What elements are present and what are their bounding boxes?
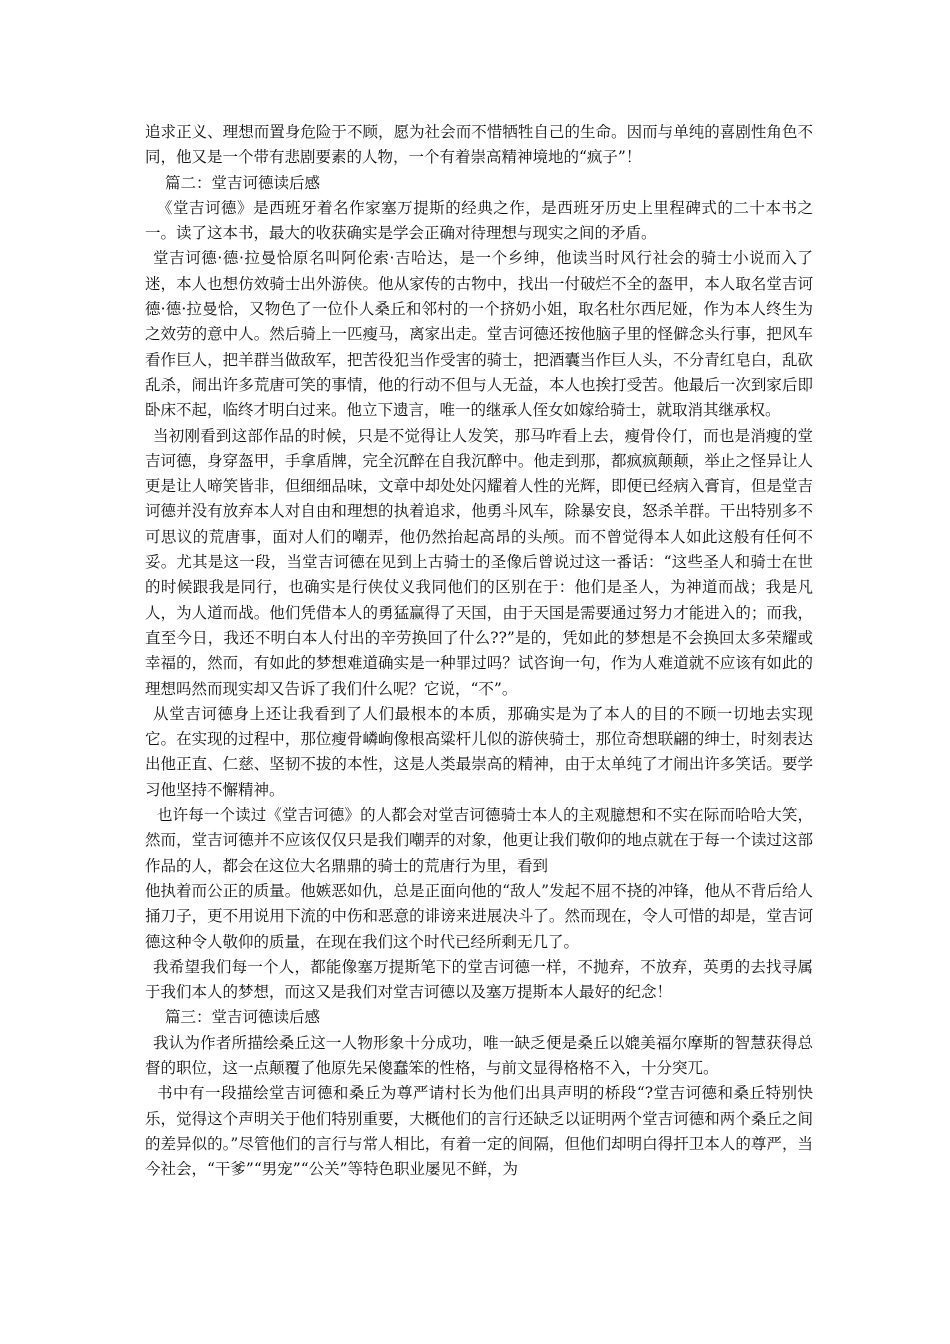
paragraph: 《堂吉诃德》是西班牙着名作家塞万提斯的经典之作，是西班牙历史上里程碑式的二十本书之一。读了这本书，最大的收获确实是学会正确对待理想与现实之间的矛盾。 [145,198,813,243]
document-body [145,120,813,1182]
paragraph: 从堂吉诃德身上还让我看到了人们最根本的本质，那确实是为了本人的目的不顾一切地去实现它。在实现的过程中，那位瘦骨嶙峋像根高粱杆儿似的游侠骑士，那位奇想联翩的绅士，时刻表达出他正直、仁慈、坚韧不拔的本性，这是人类最崇高的精神，由于太单纯了才闹出许多笑话。要学习他坚持不懈精神。 [145,704,813,799]
paragraph: 当初刚看到这部作品的时候，只是不觉得让人发笑，那马咋看上去，瘦骨伶仃，而也是消瘦的堂吉诃德，身穿盔甲，手拿盾牌，完全沉醉在自我沉醉中。他走到那，都疯疯颠颠，举止之怪异让人更是让人啼笑皆非，但细细品味，文章中却处处闪耀着人性的光辉，即便已经病入膏肓，但是堂吉诃德并没有放弃本人对自由和理想的执着追求，他勇斗风车，除暴安良，怒杀羊群。干出特别多不可思议的荒唐事，面对人们的嘲弄，他仍然抬起高昂的头颅。而不曾觉得本人如此这般有任何不妥。尤其是这一段，当堂吉诃德在见到上古骑士的圣像后曾说过这一番话：“这些圣人和骑士在世的时候跟我是同行，也确实是行侠仗义我同他们的区别在于：他们是圣人，为神道而战；我是凡人，为人道而战。他们凭借本人的勇猛赢得了天国，由于天国是需要通过努力才能进入的；而我，直至今日，我还不明白本人付出的辛劳换回了什么??”是的，凭如此的梦想是不会换回太多荣耀或幸福的，然而，有如此的梦想难道确实是一种罪过吗？试咨询一句，作为人难道就不应该有如此的理想吗然而现实却又告诉了我们什么呢？它说，“不”。 [145,426,813,698]
paragraph-intro-continuation: 追求正义、理想而置身危险于不顾，愿为社会而不惜牺牲自己的生命。因而与单纯的喜剧性角色不同，他又是一个带有悲剧要素的人物，一个有着崇高精神境地的“疯子”！ [145,123,813,167]
section-heading-part-two: 篇二：堂吉诃德读后感 [165,173,321,192]
paragraph: 书中有一段描绘堂吉诃德和桑丘为尊严请村长为他们出具声明的桥段“?堂吉诃德和桑丘特别快乐，觉得这个声明关于他们特别重要，大概他们的言行还缺乏以证明两个堂吉诃德和两个桑丘之间的差异似的。”尽管他们的言行与常人相比，有着一定的间隔，但他们却明白得扞卫本人的尊严，当今社会，“干爹”“男宠”“公关”等特色职业屡见不鲜，为 [145,1084,813,1179]
paragraph: 堂吉诃德·德·拉曼恰原名叫阿伦索·吉哈达，是一个乡绅，他读当时风行社会的骑士小说而入了迷，本人也想仿效骑士出外游侠。他从家传的古物中，找出一付破烂不全的盔甲，本人取名堂吉诃德·德·拉曼恰，又物色了一位仆人桑丘和邻村的一个挤奶小姐，取名杜尔西尼娅，作为本人终生为之效劳的意中人。然后骑上一匹瘦马，离家出走。堂吉诃德还按他脑子里的怪僻念头行事，把风车看作巨人，把羊群当做敌军，把苦役犯当作受害的骑士，把酒囊当作巨人头，不分青红皂白，乱砍乱杀，闹出许多荒唐可笑的事情，他的行动不但与人无益，本人也挨打受苦。他最后一次到家后即卧床不起，临终才明白过来。他立下遗言，唯一的继承人侄女如嫁给骑士，就取消其继承权。 [145,249,813,420]
section-heading-part-three: 篇三：堂吉诃德读后感 [165,1008,321,1027]
paragraph: 我希望我们每一个人，都能像塞万提斯笔下的堂吉诃德一样，不抛弃，不放弃，英勇的去找寻属于我们本人的梦想，而这又是我们对堂吉诃德以及塞万提斯本人最好的纪念！ [145,957,813,1002]
paragraph: 我认为作者所描绘桑丘这一人物形象十分成功，唯一缺乏便是桑丘以媲美福尔摩斯的智慧获得总督的职位，这一点颠覆了他原先呆傻蠢笨的性格，与前文显得格格不入，十分突兀。 [145,1033,813,1077]
paragraph: 他执着而公正的质量。他嫉恶如仇，总是正面向他的“敌人”发起不屈不挠的冲锋，他从不背后给人捅刀子，更不用说用下流的中伤和恶意的诽谤来进展决斗了。然而现在，令人可惜的却是，堂吉诃德这种令人敬仰的质量，在现在我们这个时代已经所剩无几了。 [145,881,813,951]
paragraph: 也许每一个读过《堂吉诃德》的人都会对堂吉诃德骑士本人的主观臆想和不实在际而哈哈大笑，然而，堂吉诃德并不应该仅仅只是我们嘲弄的对象，他更让我们敬仰的地点就在于每一个读过这部作品的人，都会在这位大名鼎鼎的骑士的荒唐行为里，看到 [145,806,813,875]
